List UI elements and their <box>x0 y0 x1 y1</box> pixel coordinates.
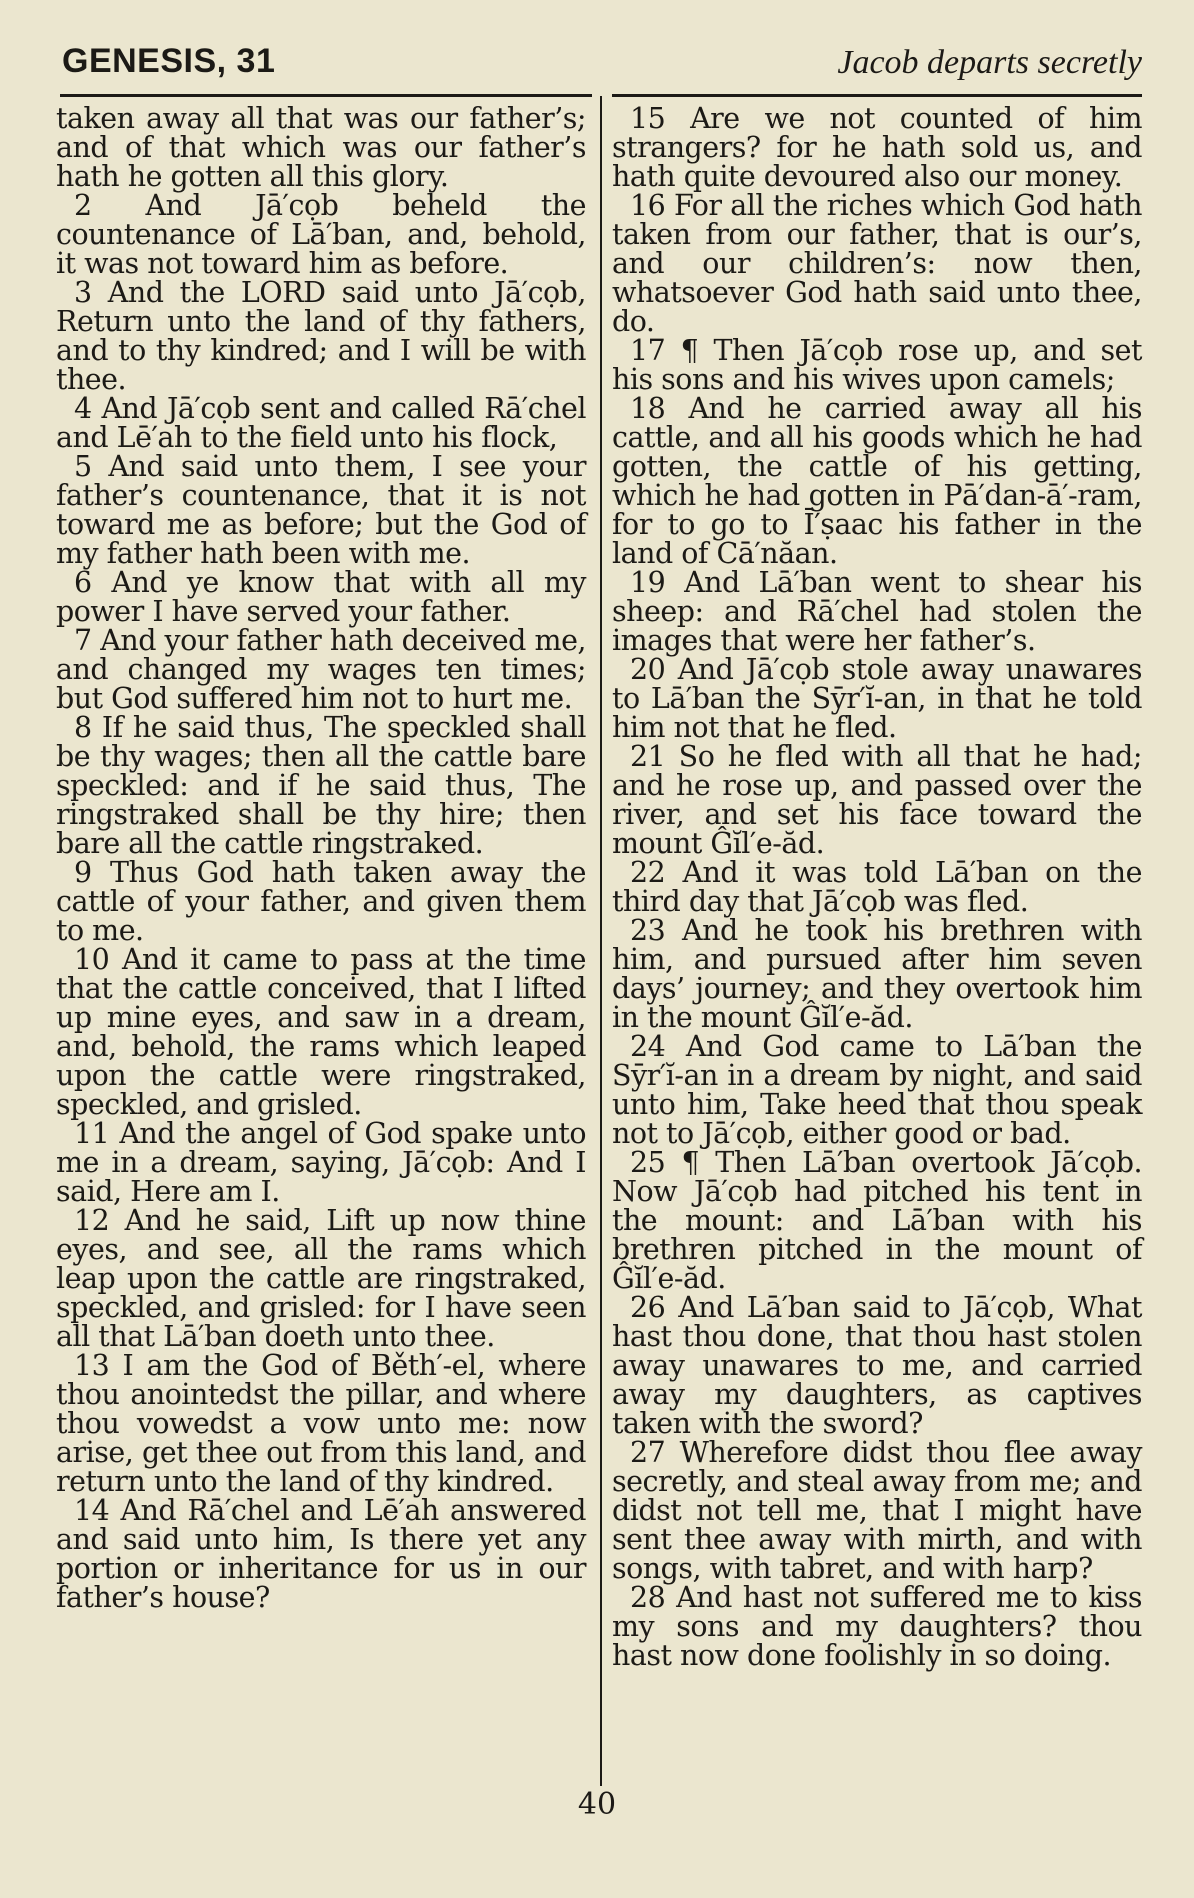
verse-6: 6 And ye know that with all my power I have served your father. <box>56 566 586 628</box>
verse-21: 21 So he fled with all that he had; and he rose up, and passed over the river, and set his face toward the mount Ĝĭl′e-ăd. <box>612 740 1142 860</box>
verse-7: 7 And your father hath deceived me, and changed my wages ten times; but God suffered him not to hurt me. <box>56 624 586 715</box>
verse-25: 25 ¶ Then Lā′ban overtook Jā′cọb. Now Jā′cọb had pitched his tent in the mount: and Lā′ban with his brethren pitched in the mount of Ĝĭl′e-ăd. <box>612 1146 1142 1295</box>
verse-11: 11 And the angel of God spake unto me in a dream, saying, Jā′cọb: And I said, Here am I. <box>56 1117 586 1208</box>
verse-24: 24 And God came to Lā′ban the Sȳr′ĭ-an in a dream by night, and said unto him, Take heed that thou speak not to Jā′cọb, either good or bad. <box>612 1030 1142 1150</box>
verse-18: 18 And he carried away all his cattle, and all his goods which he had gotten, the cattle of his getting, which he had gotten in Pā′dan-ā′-ram, for to go to Ī′ṣaac his father in the land of Cā′năan. <box>612 392 1142 570</box>
chapter-heading: GENESIS, 31 <box>62 42 276 80</box>
header-rule-left <box>60 94 592 97</box>
verse-5: 5 And said unto them, I see your father’s countenance, that it is not toward me as before; but the God of my father hath been with me. <box>56 450 586 570</box>
left-column <box>56 104 586 1612</box>
verse-16: 16 For all the riches which God hath taken from our father, that is our’s, and our children’s: now then, whatsoever God hath said unto thee, do. <box>612 189 1142 338</box>
verse-3: 3 And the LORD said unto Jā′cọb, Return unto the land of thy fathers, and to thy kindred; and I will be with thee. <box>56 276 586 396</box>
running-title: Jacob departs secretly <box>837 44 1142 81</box>
verse-27: 27 Wherefore didst thou flee away secretly, and steal away from me; and didst not tell me, that I might have sent thee away with mirth, and with songs, with tabret, and with harp? <box>612 1436 1142 1585</box>
verse-22: 22 And it was told Lā′ban on the third day that Jā′cọb was fled. <box>612 856 1142 918</box>
verse-23: 23 And he took his brethren with him, and pursued after him seven days’ journey; and they overtook him in the mount Ĝĭl′e-ăd. <box>612 914 1142 1034</box>
verse-15: 15 Are we not counted of him strangers? for he hath sold us, and hath quite devoured also our money. <box>612 102 1142 193</box>
right-column <box>612 104 1142 1670</box>
header-rule-right <box>612 94 1142 97</box>
verse-9: 9 Thus God hath taken away the cattle of your father, and given them to me. <box>56 856 586 947</box>
page-number: 40 <box>577 1787 617 1822</box>
verse-26: 26 And Lā′ban said to Jā′cọb, What hast thou done, that thou hast stolen away unawares to me, and carried away my daughters, as captives taken with the sword? <box>612 1291 1142 1440</box>
verse-14: 14 And Rā′chel and Lē′ah answered and said unto him, Is there yet any portion or inheritance for us in our father’s house? <box>56 1494 586 1614</box>
verse-2: 2 And Jā′cọb beheld the countenance of Lā′ban, and, behold, it was not toward him as before. <box>56 189 586 280</box>
column-divider <box>600 96 602 1786</box>
verse-20: 20 And Jā′cọb stole away unawares to Lā′ban the Sȳr′ĭ-an, in that he told him not that he fled. <box>612 653 1142 744</box>
verse-4: 4 And Jā′cọb sent and called Rā′chel and Lē′ah to the field unto his flock, <box>56 392 586 454</box>
verse-28: 28 And hast not suffered me to kiss my sons and my daughters? thou hast now done foolishly in so doing. <box>612 1581 1142 1672</box>
verse-10: 10 And it came to pass at the time that the cattle conceived, that I lifted up mine eyes, and saw in a dream, and, behold, the rams which leaped upon the cattle were ringstraked, speckled, and grisled. <box>56 943 586 1121</box>
verse-17: 17 ¶ Then Jā′cọb rose up, and set his sons and his wives upon camels; <box>612 334 1142 396</box>
verse-8: 8 If he said thus, The speckled shall be thy wages; then all the cattle bare speckled: and if he said thus, The ringstraked shall be thy hire; then bare all the cattle ringstraked. <box>56 711 586 860</box>
verse-continuation: taken away all that was our father’s; and of that which was our father’s hath he gotten all this glory. <box>56 102 586 193</box>
verse-12: 12 And he said, Lift up now thine eyes, and see, all the rams which leap upon the cattle are ringstraked, speckled, and grisled: for I have seen all that Lā′ban doeth unto thee. <box>56 1204 586 1353</box>
verse-13: 13 I am the God of Běth′-el, where thou anointedst the pillar, and where thou vowedst a vow unto me: now arise, get thee out from this land, and return unto the land of thy kindred. <box>56 1349 586 1498</box>
verse-19: 19 And Lā′ban went to shear his sheep: and Rā′chel had stolen the images that were her father’s. <box>612 566 1142 657</box>
